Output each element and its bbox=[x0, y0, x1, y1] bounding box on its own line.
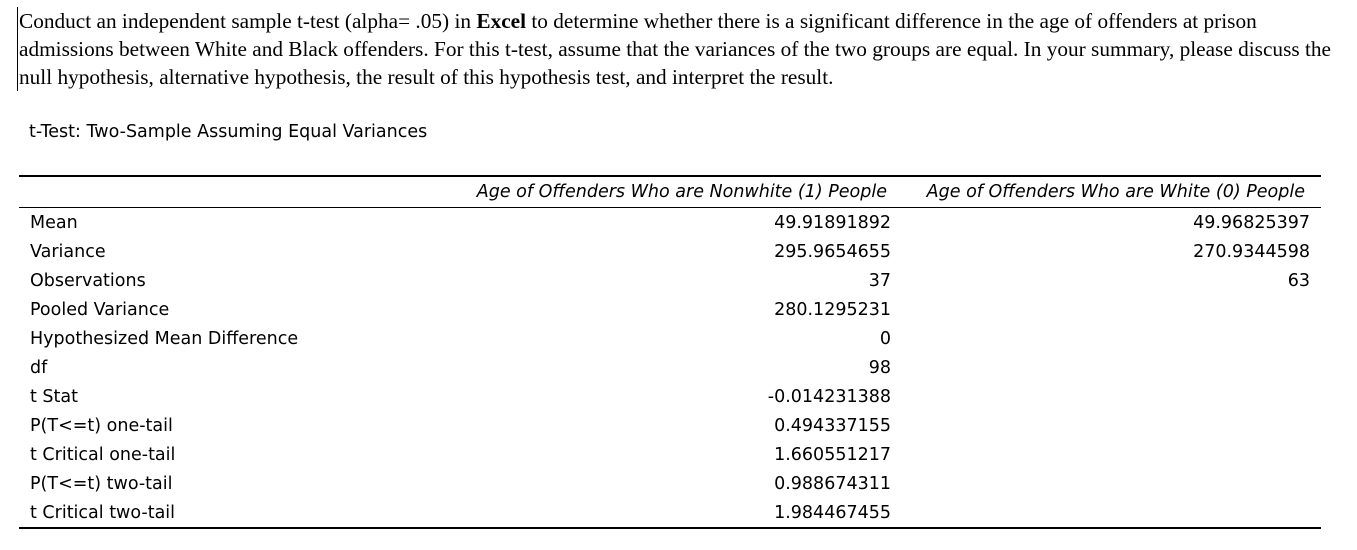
table-row-t-critical-two-tail bbox=[19, 499, 1321, 528]
row-label: Variance bbox=[30, 242, 106, 262]
nonwhite-value: 0.988674311 bbox=[774, 474, 891, 494]
row-label: t Critical one-tail bbox=[30, 445, 176, 465]
table-row-observations bbox=[19, 267, 1321, 296]
row-label: Hypothesized Mean Difference bbox=[30, 329, 299, 349]
nonwhite-value: 1.660551217 bbox=[774, 445, 891, 465]
nonwhite-value: 0.494337155 bbox=[774, 416, 891, 436]
row-label: df bbox=[30, 358, 48, 378]
table-row-df bbox=[19, 354, 1321, 383]
row-label: t Stat bbox=[30, 387, 78, 407]
ttest-output-title: t-Test: Two-Sample Assuming Equal Variances bbox=[29, 122, 428, 142]
nonwhite-value: -0.014231388 bbox=[767, 387, 891, 407]
column-header-white: Age of Offenders Who are White (0) People bbox=[926, 182, 1305, 202]
question-text-start: Conduct an independent sample t-test (alpha= .05) in bbox=[19, 9, 477, 33]
white-value: 270.9344598 bbox=[1193, 242, 1310, 262]
row-label: P(T<=t) one-tail bbox=[30, 416, 173, 436]
row-label: Observations bbox=[30, 271, 146, 291]
question-text-end: to determine whether there is a significant difference in the age of offenders at prison admissions between White and Black offenders. For this t-test, assume that the variances of the two groups are equal. In your summary, please discuss the null hypothesis, alternative hypothesis, the result of this hypothesis test, and interpret the result. bbox=[19, 9, 1331, 89]
nonwhite-value: 37 bbox=[868, 271, 891, 291]
nonwhite-value: 295.9654655 bbox=[774, 242, 891, 262]
table-row-p-one-tail bbox=[19, 412, 1321, 441]
row-label: Mean bbox=[30, 213, 78, 233]
white-value: 49.96825397 bbox=[1193, 213, 1310, 233]
column-header-nonwhite: Age of Offenders Who are Nonwhite (1) People bbox=[476, 182, 887, 202]
row-label: Pooled Variance bbox=[30, 300, 170, 320]
table-row-pooled-variance bbox=[19, 296, 1321, 325]
table-header-rule bbox=[19, 207, 1321, 208]
table-row-p-two-tail bbox=[19, 470, 1321, 499]
nonwhite-value: 0 bbox=[879, 329, 891, 349]
row-label: t Critical two-tail bbox=[30, 503, 176, 523]
ttest-results-table bbox=[19, 209, 1321, 528]
table-top-rule bbox=[19, 175, 1321, 177]
table-bottom-rule bbox=[19, 527, 1321, 529]
question-text bbox=[17, 7, 1339, 91]
table-row-hypothesized-mean-difference bbox=[19, 325, 1321, 354]
nonwhite-value: 280.1295231 bbox=[774, 300, 891, 320]
question-text-bold: Excel bbox=[476, 9, 527, 33]
nonwhite-value: 98 bbox=[868, 358, 891, 378]
white-value: 63 bbox=[1287, 271, 1310, 291]
row-label: P(T<=t) two-tail bbox=[30, 474, 173, 494]
table-row-t-critical-one-tail bbox=[19, 441, 1321, 470]
table-row-mean bbox=[19, 209, 1321, 238]
table-row-variance bbox=[19, 238, 1321, 267]
table-row-t-stat bbox=[19, 383, 1321, 412]
nonwhite-value: 49.91891892 bbox=[774, 213, 891, 233]
nonwhite-value: 1.984467455 bbox=[774, 503, 891, 523]
